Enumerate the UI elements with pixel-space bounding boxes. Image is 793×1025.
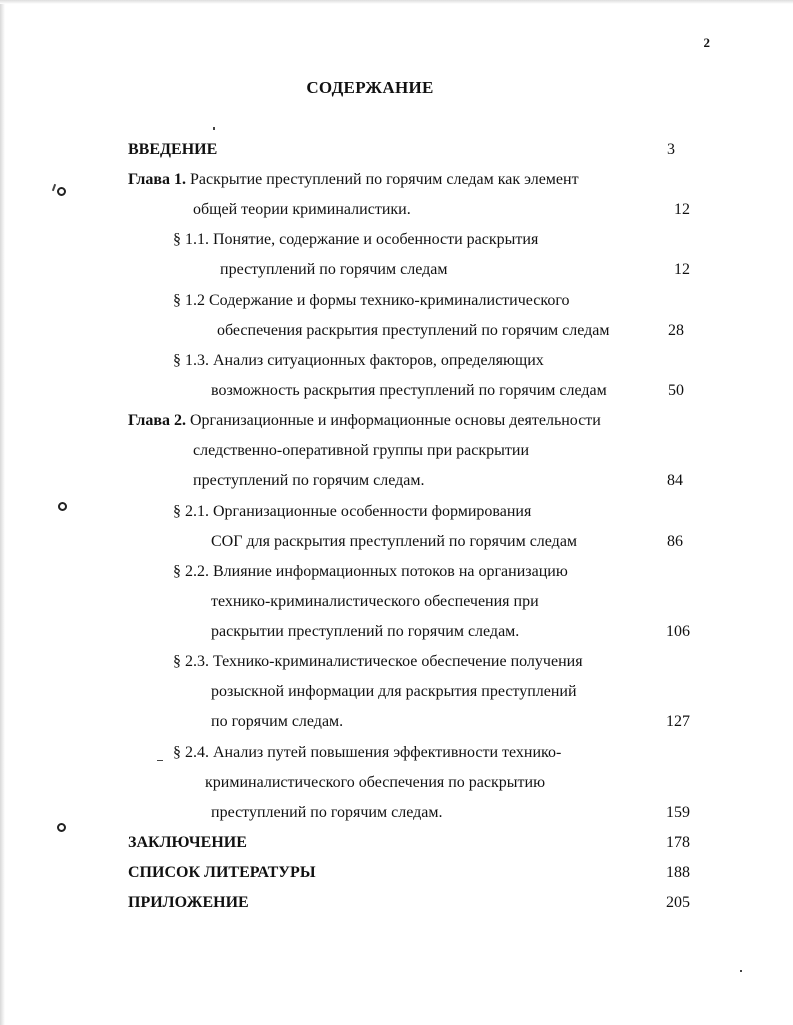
punch-hole-mark: [57, 187, 66, 196]
toc-entry-section-2-3: § 2.3. Технико-криминалистическое обеспечение получения: [173, 653, 583, 670]
scan-speck: [52, 184, 56, 191]
scan-edge-top: [0, 0, 793, 4]
scan-speck: [157, 760, 163, 761]
toc-entry-section-2-4: § 2.4. Анализ путей повышения эффективности технико-: [173, 744, 562, 761]
toc-page-introduction: 3: [667, 141, 675, 158]
toc-page-appendix: 205: [666, 894, 690, 911]
toc-page-bibliography: 188: [666, 864, 690, 881]
toc-page-section-2-3: 127: [666, 713, 690, 730]
toc-page-section-2-2: 106: [666, 623, 690, 640]
toc-page-chapter-1: 12: [674, 201, 690, 218]
scan-speck: [740, 970, 742, 972]
toc-page-section-1-2: 28: [668, 322, 684, 339]
page-number: 2: [703, 35, 710, 50]
toc-entry-section-1-2: § 1.2 Содержание и формы технико-криминалистического: [173, 292, 570, 309]
toc-section-2-1-cont: СОГ для раскрытия преступлений по горячим следам: [211, 533, 578, 550]
punch-hole-mark: [58, 502, 67, 511]
toc-section-2-3-cont: розыскной информации для раскрытия преступлений: [211, 683, 577, 700]
toc-section-1-3-cont: возможность раскрытия преступлений по горячим следам: [211, 382, 607, 399]
toc-section-2-4-cont: криминалистического обеспечения по раскрытию: [205, 774, 546, 791]
toc-chapter-2-label: Глава 2.: [128, 412, 186, 429]
toc-section-2-4-cont-2: преступлений по горячим следам.: [211, 804, 443, 821]
toc-chapter-1-title-cont: общей теории криминалистики.: [193, 201, 411, 218]
toc-section-2-2-cont: технико-криминалистического обеспечения при: [211, 593, 539, 610]
toc-entry-bibliography: СПИСОК ЛИТЕРАТУРЫ: [128, 864, 316, 881]
toc-entry-chapter-1: [128, 170, 579, 190]
toc-chapter-2-title: Организационные и информационные основы деятельности: [186, 412, 601, 429]
toc-entry-conclusion: ЗАКЛЮЧЕНИЕ: [128, 834, 247, 851]
toc-page-section-1-3: 50: [668, 382, 684, 399]
toc-chapter-2-title-cont: следственно-оперативной группы при раскрытии: [193, 442, 530, 459]
scan-edge-left: [0, 0, 5, 1025]
toc-entry-section-2-1: § 2.1. Организационные особенности формирования: [173, 503, 532, 520]
toc-chapter-1-title: Раскрытие преступлений по горячим следам как элемент: [186, 171, 579, 188]
toc-entry-section-1-3: § 1.3. Анализ ситуационных факторов, определяющих: [173, 352, 544, 369]
toc-entry-section-2-2: § 2.2. Влияние информационных потоков на организацию: [173, 563, 568, 580]
toc-chapter-2-title-cont-2: преступлений по горячим следам.: [193, 472, 425, 489]
punch-hole-mark: [57, 823, 66, 832]
toc-entry-introduction: ВВЕДЕНИЕ: [128, 141, 218, 158]
toc-page-section-1-1: 12: [674, 261, 690, 278]
toc-section-1-1-cont: преступлений по горячим следам: [220, 261, 448, 278]
toc-page-section-2-4: 159: [666, 804, 690, 821]
toc-section-2-2-cont-2: раскрытии преступлений по горячим следам.: [211, 623, 520, 640]
toc-page-chapter-2: 84: [667, 472, 683, 489]
scan-speck: [213, 127, 215, 130]
page-title: СОДЕРЖАНИЕ: [306, 78, 434, 97]
toc-page-conclusion: 178: [666, 834, 690, 851]
toc-entry-chapter-2: [128, 411, 601, 431]
toc-section-1-2-cont: обеспечения раскрытия преступлений по горячим следам: [217, 322, 610, 339]
toc-entry-appendix: ПРИЛОЖЕНИЕ: [128, 894, 249, 911]
toc-entry-section-1-1: § 1.1. Понятие, содержание и особенности раскрытия: [173, 231, 539, 248]
toc-section-2-3-cont-2: по горячим следам.: [211, 713, 344, 730]
toc-page-section-2-1: 86: [667, 533, 683, 550]
toc-chapter-1-label: Глава 1.: [128, 171, 186, 188]
